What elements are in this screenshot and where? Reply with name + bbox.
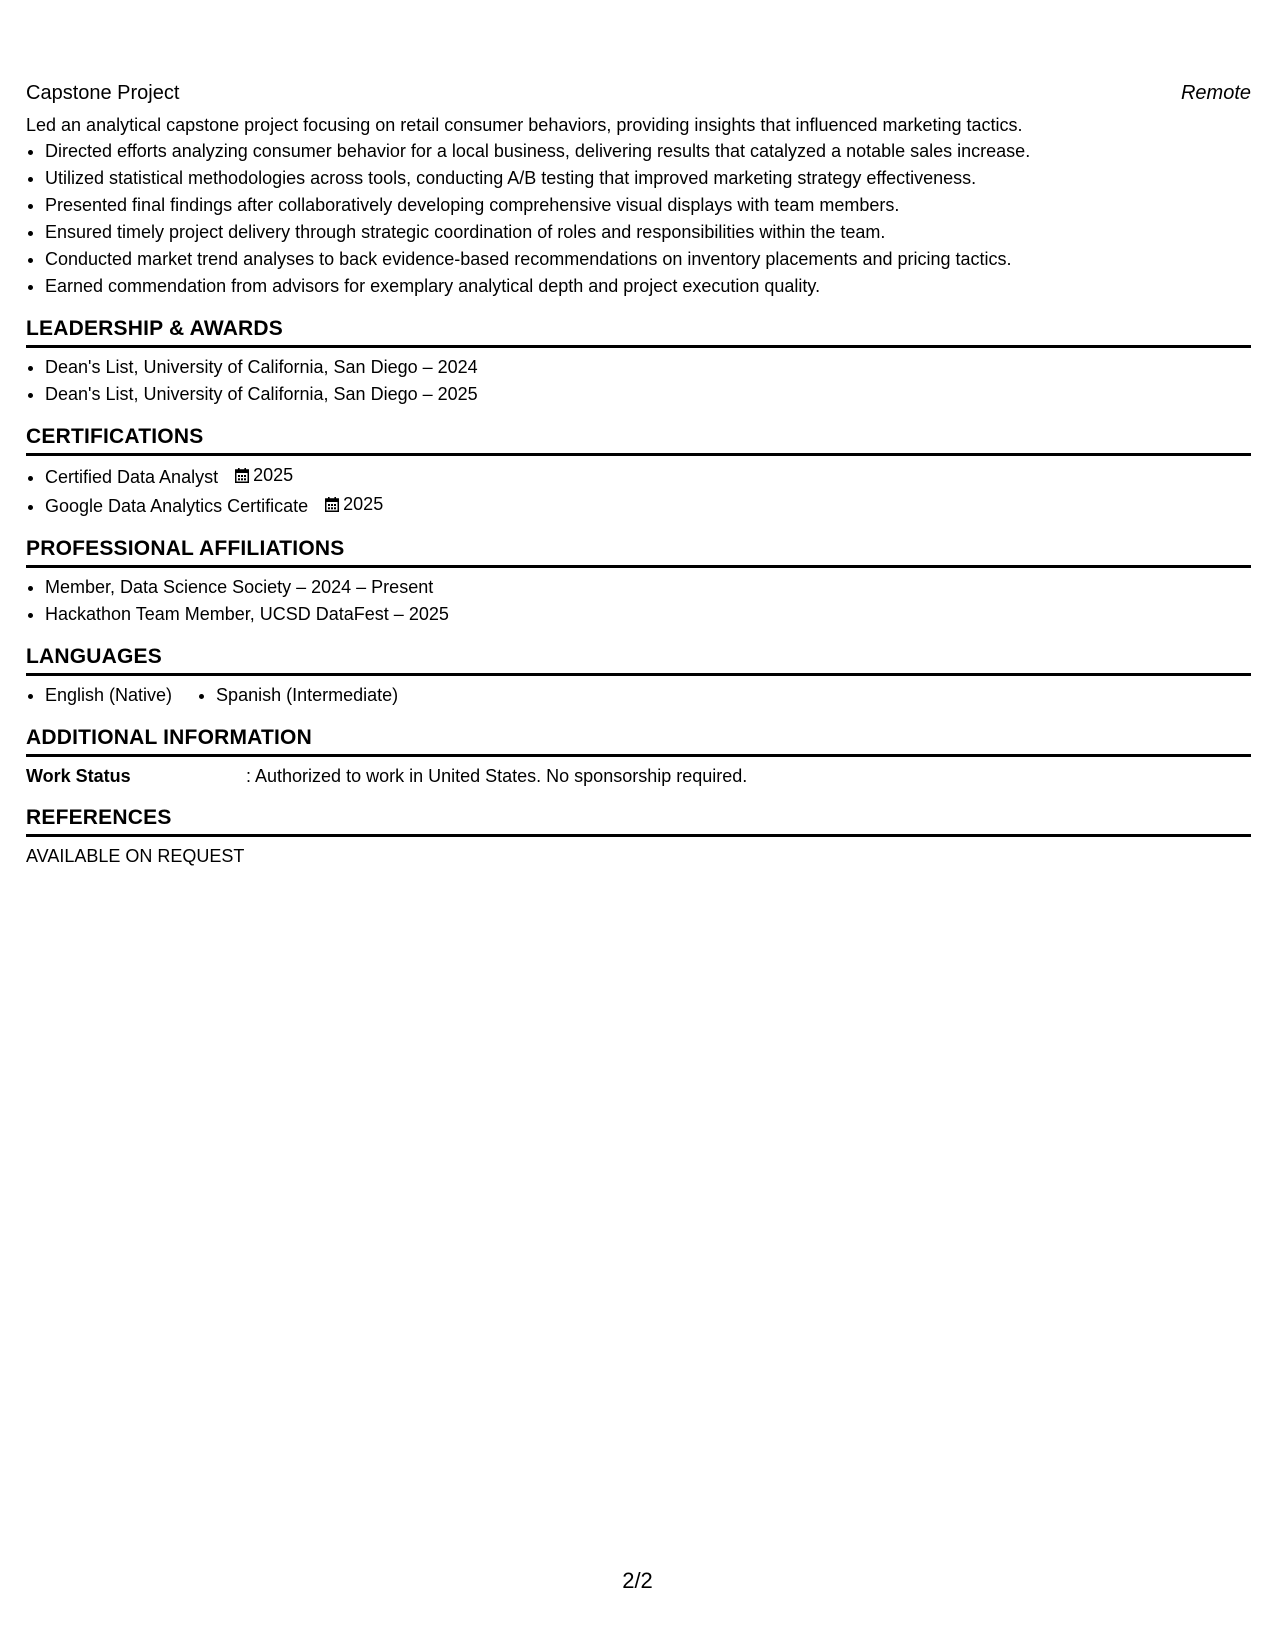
project-title: Capstone Project	[26, 82, 180, 104]
section-title: CERTIFICATIONS	[26, 422, 1251, 456]
project-header	[26, 78, 1251, 108]
leadership-list	[26, 354, 1251, 408]
list-item: • English (Native)	[45, 682, 172, 709]
section-title: LANGUAGES	[26, 642, 1251, 676]
list-item: • Ensured timely project delivery through strategic coordination of roles and responsibilities within the team.	[45, 219, 1251, 246]
list-item	[45, 491, 1251, 520]
references-section	[26, 803, 1251, 869]
resume-page	[26, 78, 1251, 869]
certifications-list	[26, 462, 1251, 520]
project-description: Led an analytical capstone project focusing on retail consumer behaviors, providing insights that influenced marketing tactics.	[26, 115, 1023, 135]
work-status-value: : Authorized to work in United States. No sponsorship required.	[246, 766, 748, 786]
affiliations-list	[26, 574, 1251, 628]
page-number: 2/2	[622, 1568, 653, 1593]
list-item: • Utilized statistical methodologies across tools, conducting A/B testing that improved marketing strategy effectiveness.	[45, 165, 1251, 192]
certifications-section	[26, 422, 1251, 520]
list-item: • Directed efforts analyzing consumer behavior for a local business, delivering results that catalyzed a notable sales increase.	[45, 138, 1251, 165]
list-item: • Conducted market trend analyses to back evidence-based recommendations on inventory placements and pricing tactics.	[45, 246, 1251, 273]
section-title: PROFESSIONAL AFFILIATIONS	[26, 534, 1251, 568]
project-location: Remote	[1180, 82, 1251, 104]
project-bullets	[26, 138, 1251, 300]
section-title: REFERENCES	[26, 803, 1251, 837]
calendar-icon	[235, 468, 249, 483]
work-status-row	[26, 763, 1251, 789]
list-item: • Dean's List, University of California, San Diego – 2024	[45, 354, 1251, 381]
languages-list	[26, 682, 1251, 709]
languages-section	[26, 642, 1251, 709]
list-item: • Dean's List, University of California, San Diego – 2025	[45, 381, 1251, 408]
list-item: • Hackathon Team Member, UCSD DataFest – 2025	[45, 601, 1251, 628]
leadership-section	[26, 314, 1251, 408]
certification-date	[325, 491, 383, 518]
additional-info-section	[26, 723, 1251, 789]
list-item: • Member, Data Science Society – 2024 – Present	[45, 574, 1251, 601]
affiliations-section	[26, 534, 1251, 628]
calendar-icon	[325, 497, 339, 512]
work-status-label: Work Status	[26, 766, 131, 786]
references-text: AVAILABLE ON REQUEST	[26, 846, 245, 866]
certification-name: Certified Data Analyst	[45, 467, 219, 487]
certification-name: Google Data Analytics Certificate	[45, 496, 309, 516]
certification-date	[235, 462, 293, 489]
certification-year: 2025	[253, 465, 294, 485]
list-item	[45, 462, 1251, 491]
section-title: ADDITIONAL INFORMATION	[26, 723, 1251, 757]
list-item: • Spanish (Intermediate)	[216, 682, 398, 709]
certification-year: 2025	[343, 494, 384, 514]
list-item: • Earned commendation from advisors for exemplary analytical depth and project execution quality.	[45, 273, 1251, 300]
list-item: • Presented final findings after collaboratively developing comprehensive visual displays with team members.	[45, 192, 1251, 219]
section-title: LEADERSHIP & AWARDS	[26, 314, 1251, 348]
